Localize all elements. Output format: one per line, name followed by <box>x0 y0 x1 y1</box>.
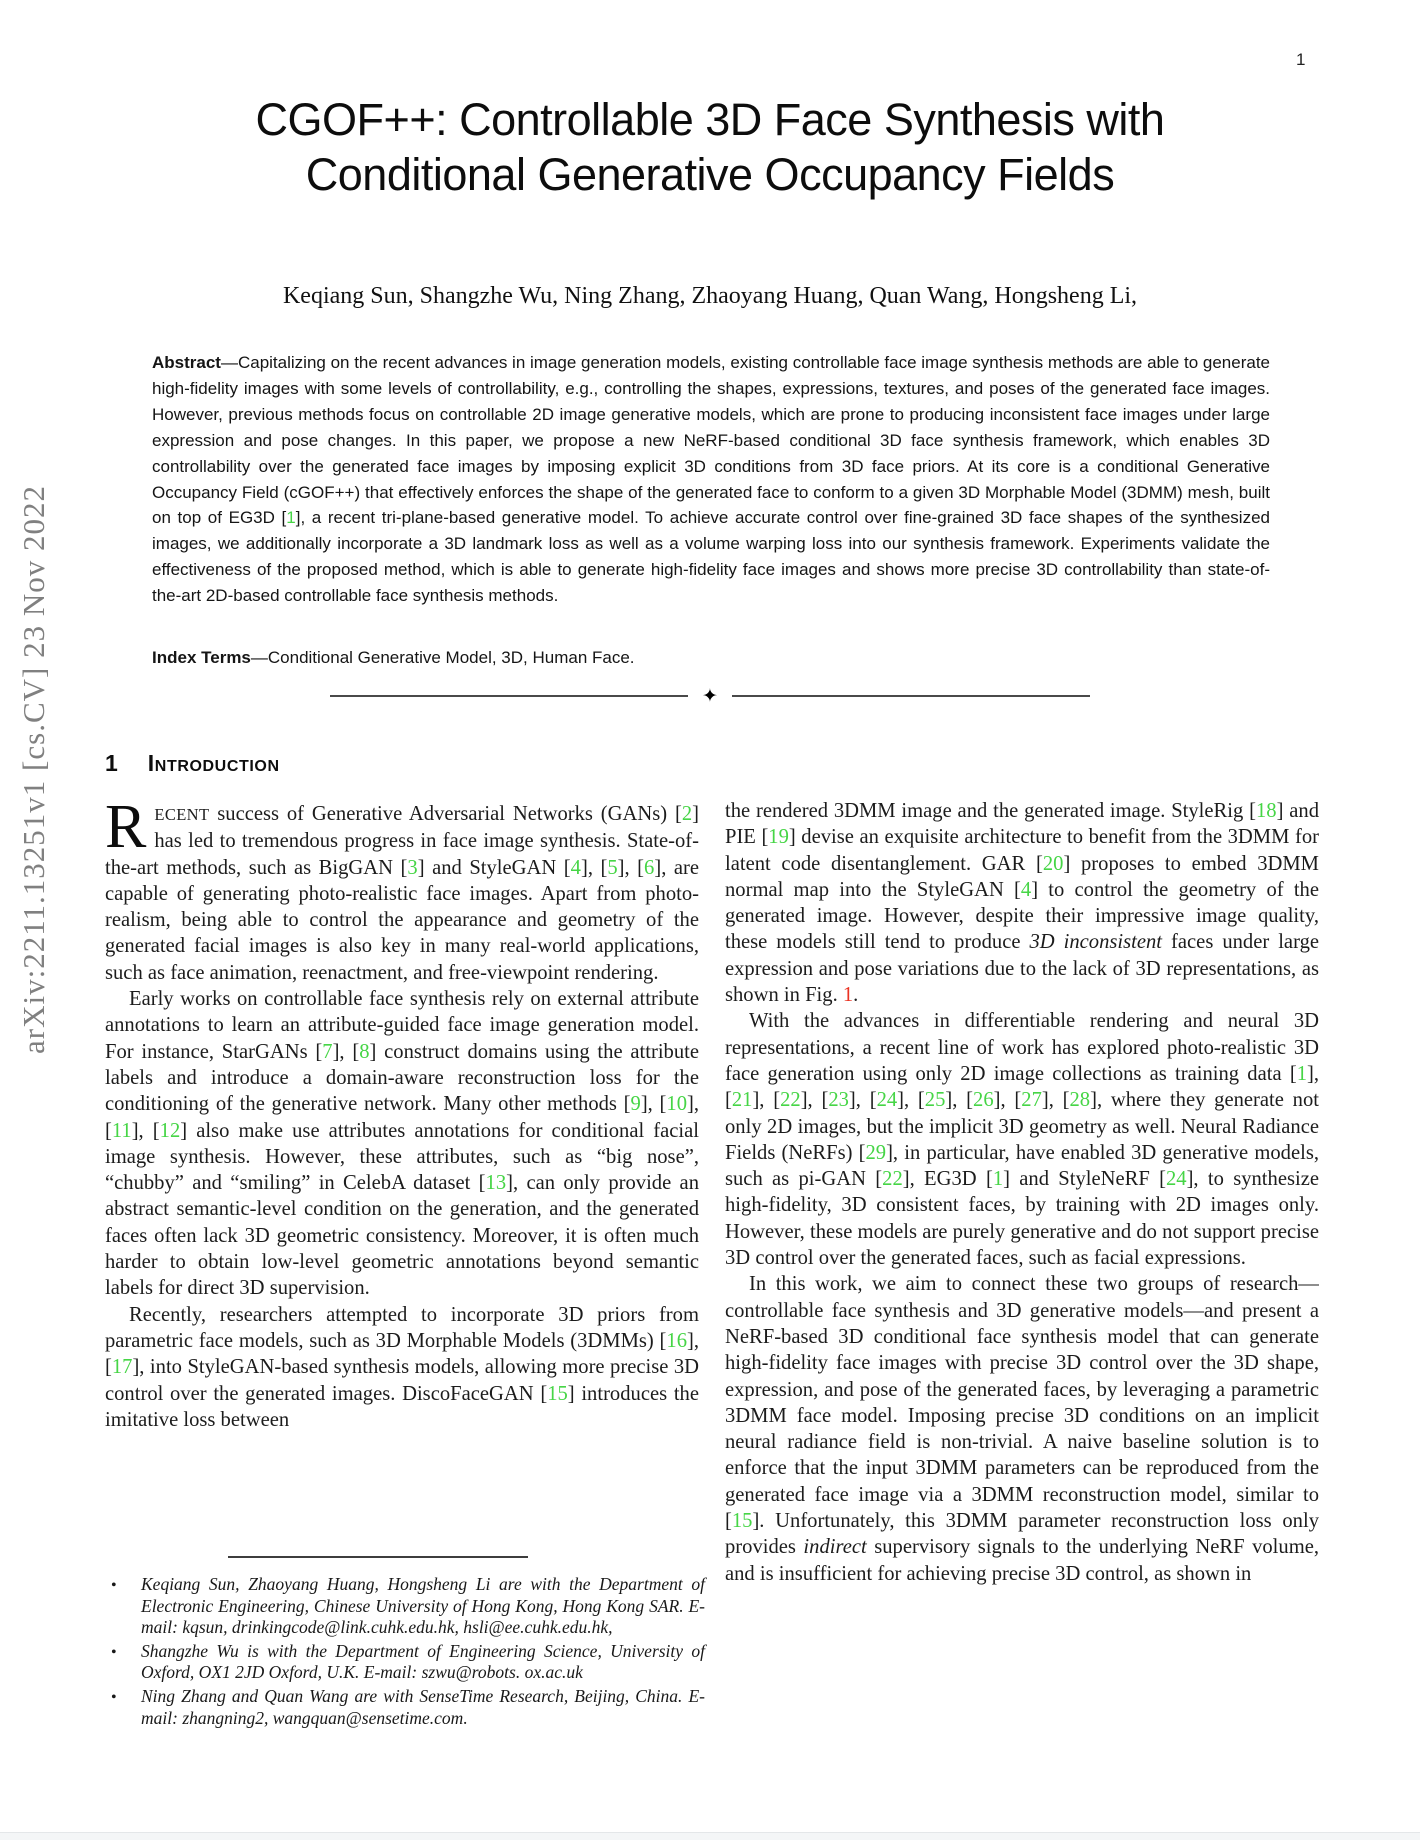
text-segment: In this work, we aim to connect these two groups of research—controllable face synthesis and 3D generative models—and present a NeRF-based 3D conditional face synthesis model that can generate high-fidelity face images with precise 3D control over the 3D shape, expression, and pose of the generated faces, by leveraging a parametric 3DMM face model. Imposing precise 3D conditions on an implicit neural radiance field is non-trivial. A naive baseline solution is to enforce that the input 3DMM parameters can be reproduced from the generated face image via a 3DMM reconstruction model, similar to [ <box>725 1273 1319 1533</box>
text-segment: ] to control the geometry of the generated image. However, despite their impressive image quality, these models still tend to produce <box>725 878 1319 954</box>
citation-link[interactable]: 5 <box>607 856 618 879</box>
text-segment: ], [ <box>105 1329 699 1379</box>
bullet-icon: • <box>111 1688 117 1706</box>
right-column-text <box>725 798 1319 1587</box>
text-segment: ], in particular, have enabled 3D generative models, such as pi-GAN [ <box>725 1141 1319 1191</box>
paragraph <box>725 1008 1319 1271</box>
abstract-label: Abstract <box>152 353 221 372</box>
section-heading-introduction <box>105 750 699 777</box>
bullet-icon: • <box>111 1643 117 1661</box>
text-segment: ] also make use attributes annotations for conditional facial image synthesis. However, these attributes, such as “big nose”, “chubby” and “smiling” in CelebA dataset [ <box>105 1119 699 1195</box>
arxiv-watermark: arXiv:2211.13251v1 [cs.CV] 23 Nov 2022 <box>16 485 51 1055</box>
text-segment: ] has led to tremendous progress in face image synthesis. State-of-the-art methods, such as BigGAN [ <box>105 803 699 879</box>
citation-link[interactable]: 1 <box>286 508 296 528</box>
text-segment: ], [ <box>640 1093 667 1116</box>
paper-title-line1: CGOF++: Controllable 3D Face Synthesis with <box>255 94 1165 145</box>
page-number: 1 <box>1296 50 1306 69</box>
figure-link[interactable]: 1 <box>842 984 854 1007</box>
text-segment: supervisory signals to the underlying NeRF volume, and is insufficient for achieving precise 3D control, as shown in <box>725 1536 1319 1585</box>
text-segment: success of Generative Adversarial Networks (GANs) [ <box>209 803 682 825</box>
index-terms-text: —Conditional Generative Model, 3D, Human Face. <box>250 648 635 667</box>
citation-link[interactable]: 4 <box>1020 878 1032 901</box>
footnote-item <box>105 1686 705 1729</box>
section-number: 1 <box>105 750 118 776</box>
text-segment: ] introduces the imitative loss between <box>105 1382 699 1431</box>
text-segment: ], [ <box>752 1089 781 1112</box>
citation-link[interactable]: 8 <box>359 1040 370 1063</box>
authors-line: Keqiang Sun, Shangzhe Wu, Ning Zhang, Zhaoyang Huang, Quan Wang, Hongsheng Li, <box>282 283 1138 309</box>
text-segment: ], [ <box>800 1089 829 1112</box>
text-segment: indirect <box>803 1536 867 1559</box>
text-segment: ], are capable of generating photo-realistic face images. Apart from photo-realism, being able to control the appearance and geometry of the generated facial images is also key in many real-world applications, such as face animation, reenactment, and free-viewpoint rendering. <box>105 856 699 984</box>
citation-link[interactable]: 29 <box>865 1141 887 1164</box>
text-segment: ] and StyleNeRF [ <box>1003 1168 1166 1191</box>
citation-link[interactable]: 13 <box>485 1172 507 1195</box>
text-segment: 3D inconsistent <box>1029 931 1163 954</box>
text-segment: ], where they generate not only 2D images, but the implicit 3D geometry as well. Neural Radiance Fields (NeRFs) [ <box>725 1089 1319 1164</box>
text-segment: ] and PIE [ <box>725 800 1319 849</box>
index-terms <box>152 648 1270 668</box>
section-title: Introduction <box>147 750 280 776</box>
citation-link[interactable]: 22 <box>882 1168 903 1191</box>
text-segment: ], [ <box>725 1062 1319 1112</box>
text-segment: ], [ <box>617 856 645 879</box>
footnote-rule <box>228 1556 528 1558</box>
citation-link[interactable]: 16 <box>666 1329 687 1352</box>
text-segment: ] construct domains using the attribute labels and introduce a domain-aware reconstruction loss for the conditioning of the generative network. Many other methods [ <box>105 1040 699 1116</box>
text-segment: ], [ <box>945 1089 974 1112</box>
two-column-body <box>105 750 1319 1587</box>
divider-line-right <box>732 695 1090 697</box>
citation-link[interactable]: 1 <box>992 1168 1004 1191</box>
text-segment: ], [ <box>131 1119 160 1142</box>
paragraph <box>105 986 699 1302</box>
window-bottom-edge <box>0 1832 1420 1840</box>
text-segment: ]. Unfortunately, this 3DMM parameter reconstruction loss only provides <box>725 1510 1319 1559</box>
citation-link[interactable]: 15 <box>731 1510 753 1533</box>
text-segment: ], to synthesize high-fidelity, 3D consistent faces, by training with 2D images only. However, these models are purely generative and do not support precise 3D control over the generated faces, such as facial expressions. <box>725 1168 1319 1270</box>
citation-link[interactable]: 25 <box>924 1089 946 1112</box>
text-segment: the rendered 3DMM image and the generated image. StyleRig [ <box>725 800 1256 822</box>
text-segment: ], [ <box>993 1089 1022 1112</box>
paragraph <box>105 1302 699 1433</box>
right-column <box>725 750 1319 1587</box>
citation-link[interactable]: 19 <box>768 826 789 849</box>
citation-link[interactable]: 28 <box>1069 1089 1091 1112</box>
text-segment: ] and StyleGAN [ <box>417 856 571 879</box>
abstract <box>152 350 1270 609</box>
text-segment: ], [ <box>580 856 608 879</box>
citation-link[interactable]: 7 <box>322 1040 333 1063</box>
text-segment: Recently, researchers attempted to incorporate 3D priors from parametric face models, such as 3D Morphable Models (3DMMs) [ <box>105 1303 699 1352</box>
paragraph <box>725 1271 1319 1587</box>
text-segment: ] devise an exquisite architecture to benefit from the 3DMM for latent code disentanglement. GAR [ <box>725 826 1319 875</box>
section-divider <box>330 686 1090 706</box>
paragraph <box>725 798 1319 1008</box>
footnote-item <box>105 1641 705 1684</box>
text-segment: ], EG3D [ <box>902 1168 993 1191</box>
citation-link[interactable]: 23 <box>828 1089 849 1112</box>
text-segment: ], [ <box>848 1089 877 1112</box>
citation-link[interactable]: 1 <box>1296 1062 1307 1085</box>
text-segment: ], [ <box>105 1093 699 1142</box>
citation-link[interactable]: 11 <box>111 1119 132 1142</box>
left-column-text <box>105 801 699 1433</box>
citation-link[interactable]: 3 <box>407 856 418 879</box>
text-segment: ] proposes to embed 3DMM normal map into the StyleGAN [ <box>725 852 1319 901</box>
diamond-icon: ✦ <box>702 685 718 707</box>
index-terms-label: Index Terms <box>152 648 251 667</box>
citation-link[interactable]: 26 <box>973 1089 994 1112</box>
paper-title <box>0 92 1420 202</box>
citation-link[interactable]: 20 <box>1042 852 1064 875</box>
text-segment: ], [ <box>897 1089 925 1112</box>
author-footnotes <box>105 1574 705 1731</box>
footnote-text: Shangzhe Wu is with the Department of Engineering Science, University of Oxford, OX1 2JD Oxford, U.K. E-mail: szwu@robots. ox.ac.uk <box>141 1640 705 1683</box>
citation-link[interactable]: 17 <box>111 1356 133 1379</box>
text-segment: . <box>853 984 859 1007</box>
citation-link[interactable]: 27 <box>1021 1089 1042 1112</box>
divider-line-left <box>330 695 688 697</box>
footnote-text: Keqiang Sun, Zhaoyang Huang, Hongsheng Li are with the Department of Electronic Engineering, Chinese University of Hong Kong, Hong Kong SAR. E-mail: kqsun, drinkingcode@link.cuhk.edu.hk, hsli@ee.cuhk.edu.hk, <box>141 1574 705 1638</box>
text-segment: With the advances in differentiable rendering and neural 3D representations, a recent line of work has explored photo-realistic 3D face generation using only 2D image collections as training data [ <box>725 1010 1319 1085</box>
paragraph <box>105 801 699 986</box>
abstract-text <box>152 353 1270 605</box>
citation-link[interactable]: 24 <box>1165 1168 1187 1191</box>
text-segment: ], [ <box>332 1040 360 1063</box>
footnote-text: Ning Zhang and Quan Wang are with SenseTime Research, Beijing, China. E-mail: zhangning2, wangquan@sensetime.com. <box>141 1685 705 1728</box>
paper-title-line2: Conditional Generative Occupancy Fields <box>305 149 1115 200</box>
text-segment: ], can only provide an abstract semantic-level condition on the generation, and the generated faces often lack 3D geometric consistency. Moreover, it is often much harder to obtain low-level geometric annotations beyond semantic labels for direct 3D supervision. <box>105 1172 699 1300</box>
footnote-item <box>105 1574 705 1639</box>
text-segment: —Capitalizing on the recent advances in image generation models, existing controllable face image synthesis methods are able to generate high-fidelity images with some levels of controllability, e.g., controlling the shapes, expressions, textures, and poses of the generated face images. However, previous methods focus on controllable 2D image generative models, which are prone to producing inconsistent face images under large expression and pose changes. In this paper, we propose a new NeRF-based conditional 3D face synthesis framework, which enables 3D controllability over the generated face images by imposing explicit 3D conditions from 3D face priors. At its core is a conditional Generative Occupancy Field (cGOF++) that effectively enforces the shape of the generated face to conform to a given 3D Morphable Model (3DMM) mesh, built on top of EG3D [ <box>152 353 1270 528</box>
citation-link[interactable]: 15 <box>547 1382 568 1405</box>
text-segment: ], into StyleGAN-based synthesis models, allowing more precise 3D control over the generated images. DiscoFaceGAN [ <box>105 1356 699 1405</box>
citation-link[interactable]: 10 <box>666 1093 687 1116</box>
citation-link[interactable]: 21 <box>731 1089 753 1112</box>
text-segment: ], [ <box>1041 1089 1070 1112</box>
citation-link[interactable]: 6 <box>644 856 655 879</box>
citation-link[interactable]: 18 <box>1255 800 1277 822</box>
citation-link[interactable]: 4 <box>570 856 581 879</box>
citation-link[interactable]: 2 <box>681 803 693 825</box>
citation-link[interactable]: 12 <box>159 1119 181 1142</box>
left-column <box>105 750 699 1587</box>
text-segment: Early works on controllable face synthesis rely on external attribute annotations to learn an attribute-guided face image generation model. For instance, StarGANs [ <box>105 988 699 1063</box>
citation-link[interactable]: 22 <box>780 1089 801 1112</box>
citation-link[interactable]: 24 <box>876 1089 898 1112</box>
dropcap-letter: R <box>105 801 147 861</box>
bullet-icon: • <box>111 1577 117 1594</box>
text-segment: ECENT <box>154 805 210 824</box>
text-segment: ], a recent tri-plane-based generative model. To achieve accurate control over fine-grained 3D face shapes of the synthesized images, we additionally incorporate a 3D landmark loss as well as a volume warping loss into our synthesis framework. Experiments validate the effectiveness of the proposed method, which is able to generate high-fidelity face images and shows more precise 3D controllability than state-of-the-art 2D-based controllable face synthesis methods. <box>152 508 1270 606</box>
text-segment: faces under large expression and pose variations due to the lack of 3D representations, as shown in Fig. <box>725 931 1319 1007</box>
citation-link[interactable]: 9 <box>630 1093 641 1116</box>
